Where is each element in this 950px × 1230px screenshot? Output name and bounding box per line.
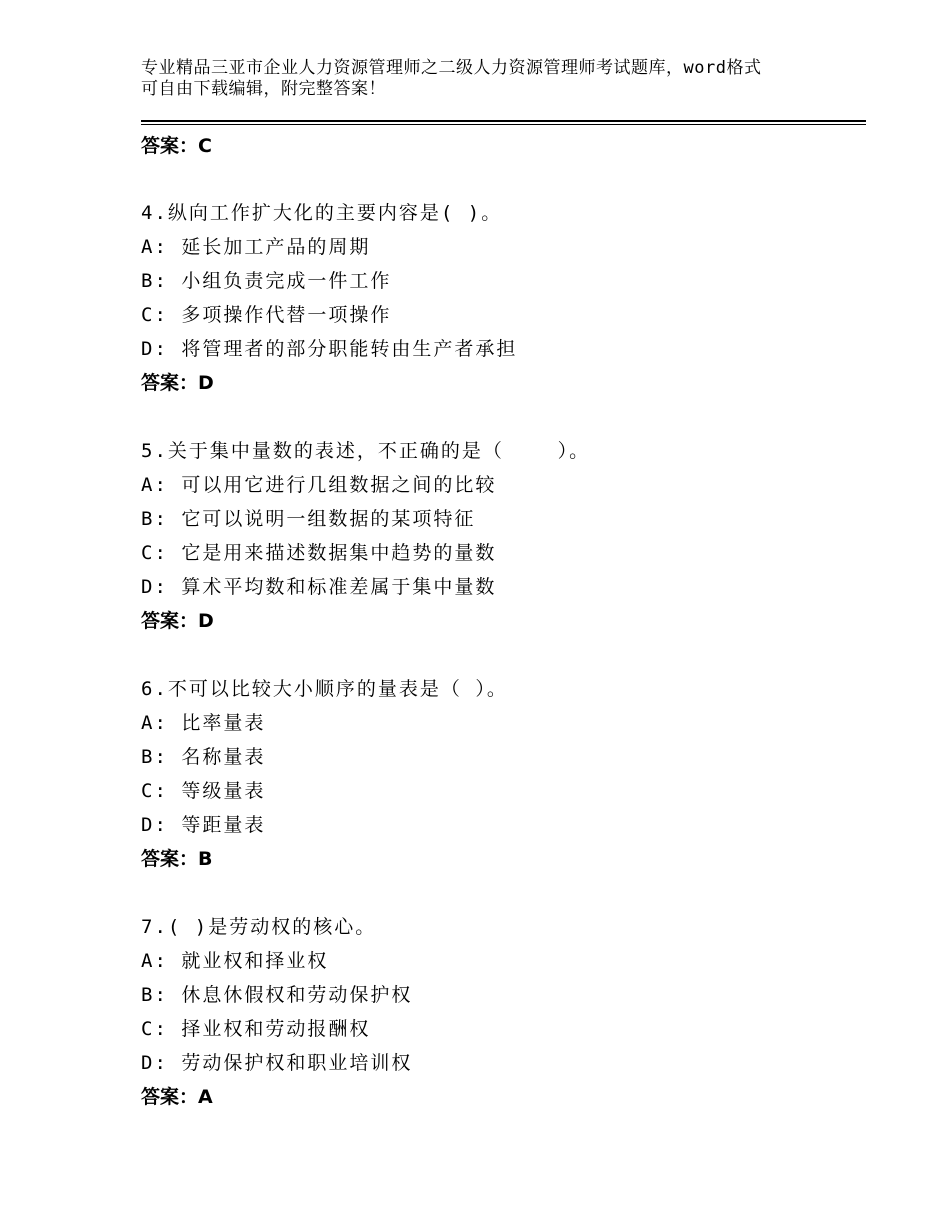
answer: 答案：D: [141, 372, 214, 394]
option-c: C: 择业权和劳动报酬权: [141, 1018, 371, 1040]
question-text: 5.关于集中量数的表述，不正确的是（ ）。: [141, 440, 591, 462]
option-a: A: 比率量表: [141, 712, 266, 734]
question-text: 6.不可以比较大小顺序的量表是（ ）。: [141, 678, 508, 700]
option-c: C: 它是用来描述数据集中趋势的量数: [141, 542, 497, 564]
header-rule-thin: [141, 124, 866, 125]
option-d: D: 将管理者的部分职能转由生产者承担: [141, 338, 518, 360]
option-b: B: 小组负责完成一件工作: [141, 270, 392, 292]
header-line-2: 可自由下载编辑，附完整答案！: [141, 79, 386, 99]
option-b: B: 休息休假权和劳动保护权: [141, 984, 413, 1006]
option-c: C: 等级量表: [141, 780, 266, 802]
answer: 答案：A: [141, 1086, 213, 1108]
option-a: A: 可以用它进行几组数据之间的比较: [141, 474, 497, 496]
option-d: D: 等距量表: [141, 814, 266, 836]
option-a: A: 延长加工产品的周期: [141, 236, 371, 258]
option-b: B: 它可以说明一组数据的某项特征: [141, 508, 476, 530]
question-text: 4.纵向工作扩大化的主要内容是( )。: [141, 202, 503, 224]
option-d: D: 算术平均数和标准差属于集中量数: [141, 576, 497, 598]
document-header: [141, 58, 821, 100]
option-b: B: 名称量表: [141, 746, 266, 768]
question-text: 7.( )是劳动权的核心。: [141, 916, 377, 938]
question-7: [141, 910, 861, 1114]
option-d: D: 劳动保护权和职业培训权: [141, 1052, 413, 1074]
header-rule: [141, 120, 866, 122]
option-c: C: 多项操作代替一项操作: [141, 304, 392, 326]
question-6: [141, 672, 861, 876]
option-a: A: 就业权和择业权: [141, 950, 329, 972]
previous-answer: 答案：C: [141, 135, 212, 157]
header-line-1: 专业精品三亚市企业人力资源管理师之二级人力资源管理师考试题库，word格式: [141, 58, 762, 78]
question-list: [141, 130, 861, 1114]
answer: 答案：D: [141, 610, 214, 632]
question-4: [141, 196, 861, 400]
question-5: [141, 434, 861, 638]
answer: 答案：B: [141, 848, 213, 870]
